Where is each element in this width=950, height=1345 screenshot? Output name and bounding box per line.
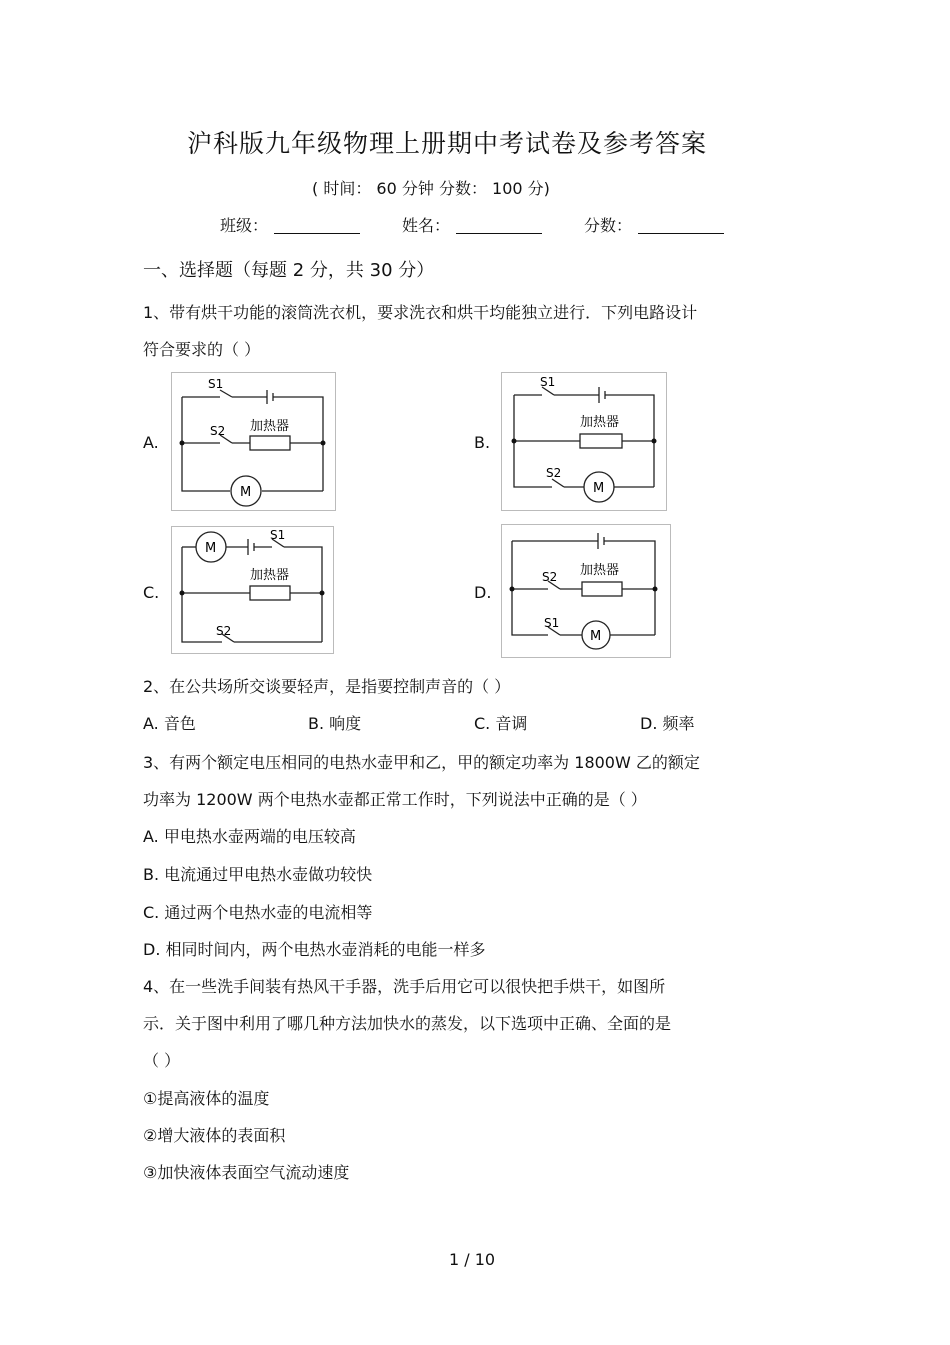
q3-option-b: B. 电流通过甲电热水壶做功较快 bbox=[143, 865, 373, 884]
q1-option-d-label: D. bbox=[474, 583, 492, 602]
q3-option-a: A. 甲电热水壶两端的电压较高 bbox=[143, 827, 356, 846]
q3-stem-line1: 3、有两个额定电压相同的电热水壶甲和乙，甲的额定功率为 1800W 乙的额定 bbox=[143, 753, 700, 772]
q3-option-d: D. 相同时间内，两个电热水壶消耗的电能一样多 bbox=[143, 940, 486, 959]
q4-stem-line1: 4、在一些洗手间装有热风干手器，洗手后用它可以很快把手烘干，如图所 bbox=[143, 977, 666, 996]
q1a-heater-label: 加热器 bbox=[250, 419, 290, 434]
q2-option-a: A. 音色 bbox=[143, 714, 196, 733]
q4-item-1: ①提高液体的温度 bbox=[143, 1089, 270, 1108]
q1d-s2-label: S2 bbox=[542, 570, 558, 584]
name-field bbox=[402, 213, 542, 236]
q1b-motor-label: M bbox=[593, 481, 605, 496]
q1-circuit-d bbox=[501, 524, 671, 658]
class-label: 班级： bbox=[220, 216, 269, 235]
document-title: 沪科版九年级物理上册期中考试卷及参考答案 bbox=[187, 129, 708, 158]
score-blank[interactable] bbox=[638, 217, 724, 234]
q1c-motor-label: M bbox=[205, 541, 217, 556]
page-number: 1 / 10 bbox=[449, 1250, 496, 1269]
q1d-motor-label: M bbox=[590, 629, 602, 644]
q1c-heater-label: 加热器 bbox=[250, 568, 290, 583]
name-label: 姓名： bbox=[402, 216, 451, 235]
q1d-s1-label: S1 bbox=[544, 616, 560, 630]
name-blank[interactable] bbox=[456, 217, 542, 234]
q2-stem: 2、在公共场所交谈要轻声，是指要控制声音的（ ） bbox=[143, 677, 511, 696]
class-blank[interactable] bbox=[274, 217, 360, 234]
q4-item-3: ③加快液体表面空气流动速度 bbox=[143, 1163, 350, 1182]
q2-option-c: C. 音调 bbox=[474, 714, 528, 733]
q1c-s2-label: S2 bbox=[216, 624, 232, 638]
q1-option-b-label: B. bbox=[474, 433, 491, 452]
q1-circuit-b bbox=[501, 372, 667, 511]
q1b-s2-label: S2 bbox=[546, 466, 562, 480]
q1-circuit-a bbox=[171, 372, 336, 511]
q4-stem-line2: 示．关于图中利用了哪几种方法加快水的蒸发，以下选项中正确、全面的是 bbox=[143, 1014, 672, 1033]
q1a-motor-label: M bbox=[240, 485, 252, 500]
q1c-s1-label: S1 bbox=[270, 528, 286, 542]
q1b-s1-label: S1 bbox=[540, 375, 556, 389]
class-field bbox=[220, 213, 360, 236]
q2-option-b: B. 响度 bbox=[308, 714, 362, 733]
q1-stem-line1: 1、带有烘干功能的滚筒洗衣机，要求洗衣和烘干均能独立进行．下列电路设计 bbox=[143, 303, 698, 322]
score-field bbox=[584, 213, 724, 236]
q1b-heater-label: 加热器 bbox=[580, 415, 620, 430]
q1a-s1-label: S1 bbox=[208, 377, 224, 391]
q3-stem-line2: 功率为 1200W 两个电热水壶都正常工作时，下列说法中正确的是（ ） bbox=[143, 790, 647, 809]
q1-circuit-c bbox=[171, 526, 334, 654]
q4-stem-line3: （ ） bbox=[143, 1051, 181, 1070]
q2-option-d: D. 频率 bbox=[640, 714, 695, 733]
q3-option-c: C. 通过两个电热水壶的电流相等 bbox=[143, 903, 373, 922]
score-label: 分数： bbox=[584, 216, 633, 235]
section-heading: 一、选择题（每题 2 分，共 30 分） bbox=[143, 260, 435, 281]
q4-item-2: ②增大液体的表面积 bbox=[143, 1126, 286, 1145]
q1-stem-line2: 符合要求的（ ） bbox=[143, 340, 261, 359]
q1-option-a-label: A. bbox=[143, 433, 159, 452]
q1-option-c-label: C. bbox=[143, 583, 160, 602]
exam-meta: ( 时间： 60 分钟 分数： 100 分) bbox=[312, 179, 550, 198]
q1d-heater-label: 加热器 bbox=[580, 563, 620, 578]
q1a-s2-label: S2 bbox=[210, 424, 226, 438]
